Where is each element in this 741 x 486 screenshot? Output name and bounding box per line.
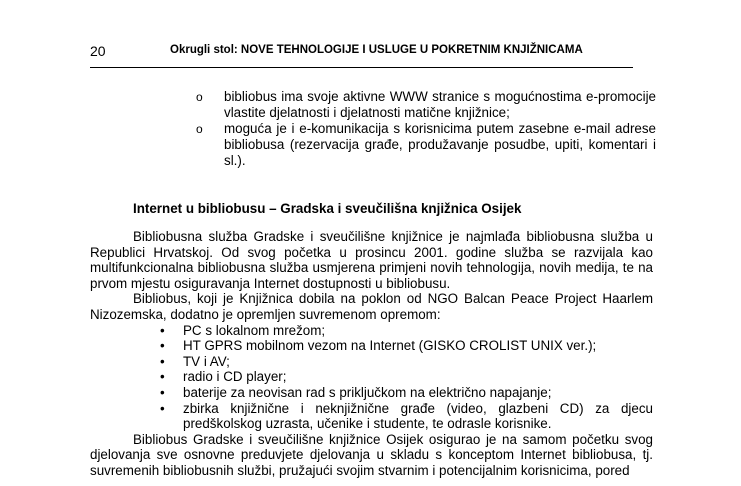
list-item	[90, 323, 653, 339]
bullet-icon: •	[160, 353, 165, 369]
list-item	[90, 401, 653, 432]
paragraph: Bibliobusna služba Gradske i sveučilišne knjižnice je najmlađa bibliobusna služba u Republici Hrvatskoj. Od svog početka u prosincu 2001. godine služba se razvijala kao multifunkcionalna bibliobusna služba usmjerena primjeni novih tehnologija, novih medija, te na prvom mjestu osiguravanja Internet dostupnosti u bibliobusu.	[90, 229, 653, 291]
list-item-text: moguća je i e-komunikacija s korisnicima putem zasebne e-mail adrese bibliobusa (rezervacija građe, produžavanje posudbe, upiti, komentari i sl.).	[224, 121, 656, 168]
section-heading: Internet u bibliobusu – Gradska i sveučilišna knjižnica Osijek	[133, 201, 522, 216]
circle-bullet-icon: o	[196, 122, 203, 136]
bullet-icon: •	[160, 369, 165, 385]
list-item-text: TV i AV;	[183, 353, 230, 369]
feature-list	[196, 89, 656, 169]
paragraph: Bibliobus, koji je Knjižnica dobila na poklon od NGO Balcan Peace Project Haarlem Nizozemska, dodatno je opremljen suvremenom opremom:	[90, 291, 653, 322]
list-item-text: baterije za neovisan rad s priključkom na električno napajanje;	[183, 384, 552, 400]
list-item-text: HT GPRS mobilnom vezom na Internet (GISKO CROLIST UNIX ver.);	[183, 338, 597, 354]
bullet-icon: •	[160, 338, 165, 354]
header-rule	[90, 67, 633, 68]
list-item	[90, 385, 653, 401]
list-item	[90, 338, 653, 354]
list-item-text: zbirka knjižnične i neknjižnične građe (video, glazbeni CD) za djecu predškolskog uzrasta, učenike i studente, te odrasle korisnike.	[183, 400, 653, 432]
list-item	[196, 121, 656, 169]
list-item	[90, 369, 653, 385]
equipment-list	[90, 323, 653, 432]
list-item-text: PC s lokalnom mrežom;	[183, 322, 326, 338]
paragraph: Bibliobus Gradske i sveučilišne knjižnice Osijek osigurao je na samom početku svog djelovanja sve osnovne preduvjete djelovanja u skladu s konceptom Internet bibliobusa, tj. suvremenih bibliobusnih službi, pružajući svojim stvarnim i potencijalnim korisnicima, pored	[90, 431, 653, 478]
body-text	[90, 229, 653, 479]
bullet-icon: •	[160, 322, 165, 338]
list-item-text: bibliobus ima svoje aktivne WWW stranice s mogućnostima e-promocije vlastite djelatnosti i djelatnosti matične knjižnice;	[224, 89, 656, 120]
bullet-icon: •	[160, 384, 165, 400]
list-item	[90, 354, 653, 370]
list-item	[196, 89, 656, 121]
bullet-icon: •	[160, 400, 165, 416]
running-header: Okrugli stol: NOVE TEHNOLOGIJE I USLUGE U POKRETNIM KNJIŽNICAMA	[170, 44, 583, 56]
circle-bullet-icon: o	[196, 90, 203, 104]
page-number: 20	[90, 43, 106, 59]
list-item-text: radio i CD player;	[183, 369, 287, 385]
